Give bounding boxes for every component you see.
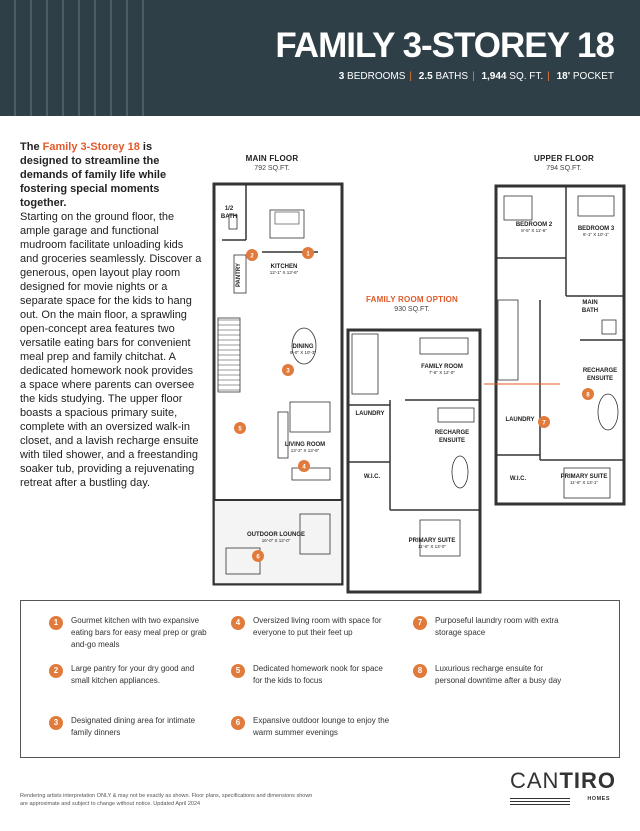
feature-text: Gourmet kitchen with two expansive eating bars for easy meal prep or grab and-go meals [71,616,207,649]
outdoor-label: OUTDOOR LOUNGE [247,532,305,538]
feature-text: Purposeful laundry room with extra storage space [435,616,559,637]
main-floor-area: 792 SQ.FT. [254,165,290,172]
logo-wordmark [510,768,617,794]
feature-number: 5 [231,664,245,678]
page-title: FAMILY 3-STOREY 18 [275,26,614,65]
cantiro-logo [510,768,617,802]
features-box [20,600,620,758]
option-primary-dim: 11'-6" X 13'-0" [417,544,447,549]
marker-2: 2 [250,253,254,260]
upper-primary-dim: 11'-6" X 13'-1" [569,480,599,485]
intro-body: Starting on the ground floor, the ample garage and functional mudroom facilitate unloading kids and groceries seamlessly. Discover a generous, open layout play room designed for movie nights or a separate space for the kids to hang out. On the main floor, a sprawling open-concept area features two versatile eating bars for convenient meal prep and family chitchat. A dedicated homework nook provides a space where parents can oversee the kids studying. The upper floor boasts a spacious primary suite, complete with an oversized walk-in closet, and a lavish recharge ensuite with tiled shower, and a freestanding soaker tub, providing a rejuvenating retreat after a bustling day. [20,211,202,489]
upper-ensuite-label: RECHARGE [582,368,618,374]
feature-text: Luxurious recharge ensuite for personal downtime after a busy day [435,664,562,685]
baths-label: BATHS [435,71,469,82]
main-floor-plan [214,184,342,584]
living-label: LIVING ROOM [284,442,326,448]
marker-4: 4 [302,464,306,471]
feature-text: Dedicated homework nook for space for the kids to focus [253,664,383,685]
pantry-label: PANTRY [236,263,242,287]
feature-number: 3 [49,716,63,730]
dining-label: DINING [292,344,314,350]
marker-5: 5 [238,426,242,433]
dining-dim: 9'-0" X 10'-3" [290,350,316,355]
sqft-label: SQ. FT. [509,71,544,82]
lead-prefix: The [20,141,43,153]
feature-text: Oversized living room with space for everyone to put their feet up [253,616,382,637]
option-wic-label: W.I.C. [363,474,381,480]
logo-lines [510,798,570,806]
main-bath-label-2: BATH [581,308,599,314]
lead-suffix: is designed to streamline the demands of family life while fostering special moments together. [20,141,167,209]
bedroom2-dim: 8'-5" X 11'-6" [521,228,547,233]
option-primary-label: PRIMARY SUITE [408,538,456,544]
upper-ensuite-label-2: ENSUITE [586,376,614,382]
spec-line: 3 BEDROOMS | 2.5 BATHS | 1,944 SQ. FT. | 18' POCKET [338,71,614,82]
family-option-title: FAMILY ROOM OPTION [365,295,459,304]
bedroom3-dim: 8'-1" X 10'-1" [583,232,609,237]
bedroom3-label: BEDROOM 3 [577,226,615,232]
family-option-area: 930 SQ.FT. [394,306,430,313]
family-room-dim: 7'-6" X 12'-0" [429,370,455,375]
logo-bold: TIRO [559,768,617,793]
bedrooms-count: 3 [338,71,345,82]
upper-floor-title: UPPER FLOOR [534,154,594,163]
logo-light: CAN [510,768,560,793]
kitchen-dim: 12'-1" X 13'-6" [269,270,299,275]
marker-3: 3 [286,368,290,375]
kitchen-label: KITCHEN [270,264,298,270]
upper-primary-label: PRIMARY SUITE [560,474,608,480]
living-dim: 13'-2" X 13'-8" [290,448,320,453]
upper-wic-label: W.I.C. [509,476,527,482]
pocket-size: 18' [556,71,571,82]
feature-number: 2 [49,664,63,678]
half-bath-label-2: BATH [220,214,238,220]
feature-text: Designated dining area for intimate family dinners [71,716,196,737]
baths-count: 2.5 [418,71,433,82]
sqft-count: 1,944 [481,71,507,82]
option-laundry-label: LAUNDRY [355,411,385,417]
main-floor-title: MAIN FLOOR [245,154,299,163]
feature-number: 7 [413,616,427,630]
logo-homes: HOMES [587,796,610,802]
feature-number: 4 [231,616,245,630]
outdoor-dim: 16'-0" X 12'-0" [261,538,291,543]
feature-number: 1 [49,616,63,630]
feature-text: Large pantry for your dry good and small kitchen appliances. [71,664,195,685]
upper-floor-area: 794 SQ.FT. [546,165,582,172]
marker-7: 7 [542,420,546,427]
feature-text: Expansive outdoor lounge to enjoy the warm summer evenings [253,716,390,737]
disclaimer: Rendering artists interpretation ONLY & may not be exactly as shown. Floor plans, specifications and dimensions shown are approximate and subject to change without notice. Updated April 2024 [20,793,313,807]
marker-6: 6 [256,554,260,561]
marker-8: 8 [586,392,590,399]
upper-laundry-label: LAUNDRY [505,417,535,423]
feature-number: 6 [231,716,245,730]
main-bath-label: MAIN [582,300,598,306]
marker-1: 1 [306,251,310,258]
model-name: Family 3-Storey 18 [42,141,140,153]
bedroom2-label: BEDROOM 2 [515,222,553,228]
pocket-label: POCKET [572,71,614,82]
option-ensuite-label: RECHARGE [434,430,470,436]
family-room-label: FAMILY ROOM [421,364,463,370]
half-bath-label: 1/2 [224,206,234,212]
option-ensuite-label-2: ENSUITE [438,438,466,444]
bedrooms-label: BEDROOMS [347,71,406,82]
feature-number: 8 [413,664,427,678]
